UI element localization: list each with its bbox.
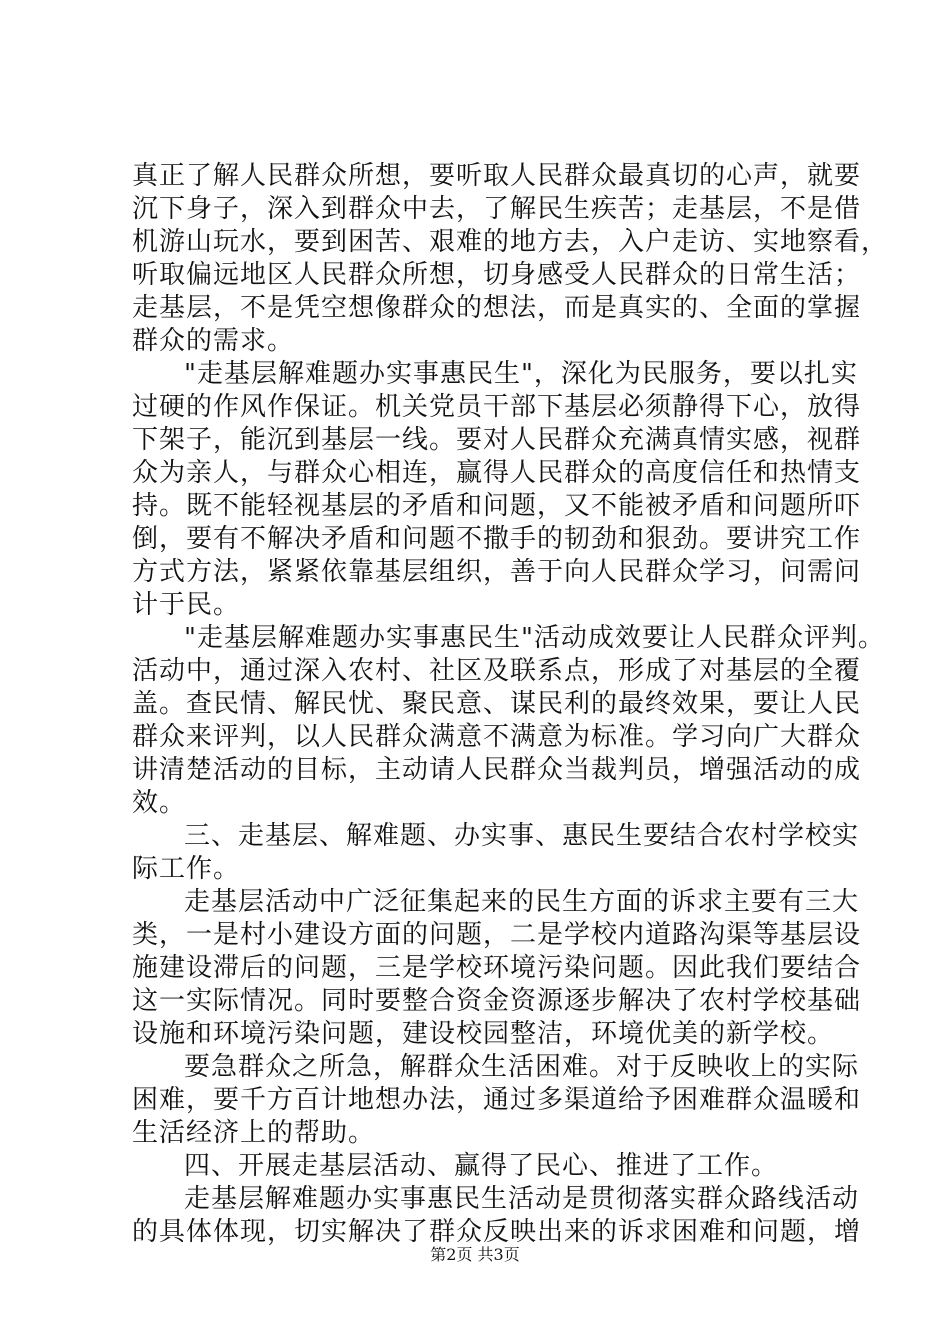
text-line: 的具体体现，切实解决了群众反映出来的诉求困难和问题，增 [132,1217,862,1247]
text-line: 方式方法，紧紧依靠基层组织，善于向人民群众学习，问需问 [132,557,862,587]
text-line: 三、走基层、解难题、办实事、惠民生要结合农村学校实 [184,821,860,851]
text-line: 四、开展走基层活动、赢得了民心、推进了工作。 [184,1151,779,1181]
text-line: 真正了解人民群众所想，要听取人民群众最真切的心声，就要 [132,161,862,191]
text-line: 走基层，不是凭空想像群众的想法，而是真实的、全面的掌握 [132,293,862,323]
text-line: 倒，要有不解决矛盾和问题不撒手的韧劲和狠劲。要讲究工作 [132,524,862,554]
text-line: 计于民。 [132,590,241,620]
text-line: 要急群众之所急，解群众生活困难。对于反映收上的实际 [184,1052,860,1082]
text-line: 众为亲人，与群众心相连，赢得人民群众的高度信任和热情支 [132,458,862,488]
text-line: 下架子，能沉到基层一线。要对人民群众充满真情实感，视群 [132,425,862,455]
text-line: 这一实际情况。同时要整合资金资源逐步解决了农村学校基础 [132,986,862,1016]
text-line: "走基层解难题办实事惠民生"活动成效要让人民群众评判。 [184,623,885,653]
page-footer: 第2页 共3页 [430,1245,520,1264]
text-line: 施建设滞后的问题，三是学校环境污染问题。因此我们要结合 [132,953,862,983]
text-line: 讲清楚活动的目标，主动请人民群众当裁判员，增强活动的成 [132,755,862,785]
text-line: 沉下身子，深入到群众中去，了解民生疾苦；走基层，不是借 [132,194,862,224]
text-line: 走基层活动中广泛征集起来的民生方面的诉求主要有三大 [184,887,860,917]
text-line: 群众的需求。 [132,326,295,356]
text-line: 持。既不能轻视基层的矛盾和问题，又不能被矛盾和问题所吓 [132,491,862,521]
text-line: 生活经济上的帮助。 [132,1118,376,1148]
text-line: 机游山玩水，要到困苦、艰难的地方去，入户走访、实地察看， [132,227,889,257]
text-line: 类，一是村小建设方面的问题，二是学校内道路沟渠等基层设 [132,920,862,950]
text-line: "走基层解难题办实事惠民生"，深化为民服务，要以扎实 [184,359,858,389]
text-line: 盖。查民情、解民忧、聚民意、谋民利的最终效果，要让人民 [132,689,862,719]
text-line: 际工作。 [132,854,241,884]
text-line: 设施和环境污染问题，建设校园整洁，环境优美的新学校。 [132,1019,835,1049]
text-line: 群众来评判，以人民群众满意不满意为标准。学习向广大群众 [132,722,862,752]
text-line: 活动中，通过深入农村、社区及联系点，形成了对基层的全覆 [132,656,862,686]
text-line: 效。 [132,788,187,818]
text-line: 困难，要千方百计地想办法，通过多渠道给予困难群众温暖和 [132,1085,862,1115]
text-line: 走基层解难题办实事惠民生活动是贯彻落实群众路线活动 [184,1184,860,1214]
document-body [132,160,889,1249]
text-line: 听取偏远地区人民群众所想，切身感受人民群众的日常生活； [132,260,862,290]
text-line: 过硬的作风作保证。机关党员干部下基层必须静得下心，放得 [132,392,862,422]
